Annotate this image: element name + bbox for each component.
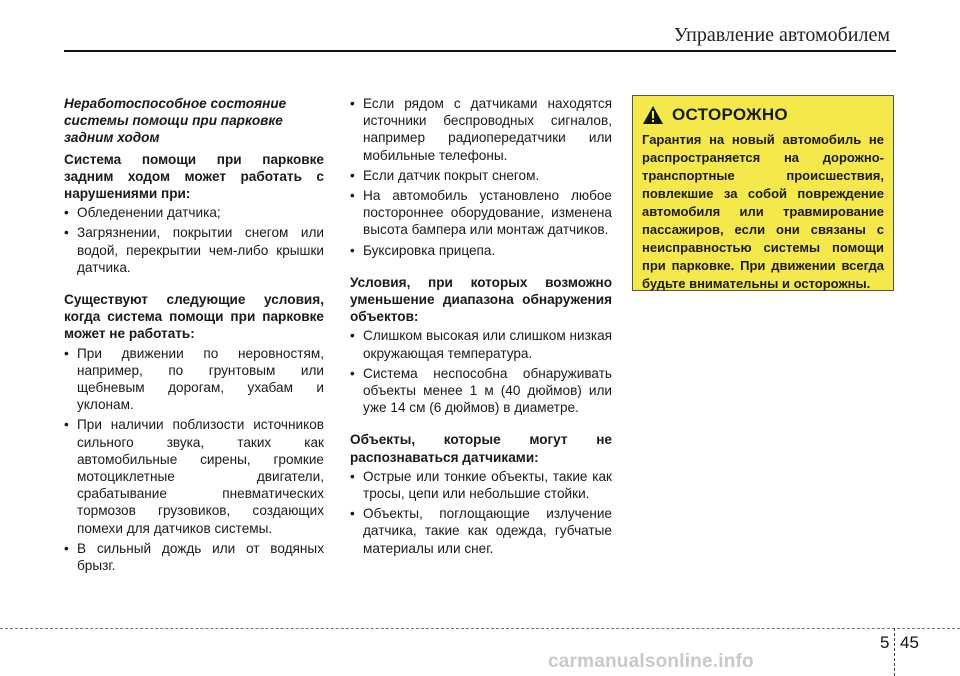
list-item: • Объекты, поглощающие излучение датчика, такие как одежда, губчатые материалы или снег. [350, 506, 612, 556]
bullet-icon: • [64, 417, 69, 433]
continued-list [350, 95, 612, 259]
section-heading-undetected-objects: Объекты, которые могут не распознаваться датчиками: [350, 432, 612, 465]
section-heading-malfunction: Система помощи при парковке задним ходом может работать с нарушениями при: [64, 151, 324, 202]
bullet-icon: • [350, 167, 355, 183]
warning-title: ОСТОРОЖНО [672, 105, 788, 124]
left-column [64, 95, 324, 577]
section-heading-reduced-range: Условия, при которых возможно уменьшение диапазона обнаружения объектов: [350, 274, 612, 325]
warning-triangle-icon [642, 105, 664, 125]
bullet-icon: • [350, 365, 355, 381]
list-item: • При наличии поблизости источников сильного звука, таких как автомобильные сирены, громкие мотоциклетные двигатели, срабатывание пневматических тормозов грузовиков, создающих помехи для датчиков системы. [64, 417, 324, 536]
watermark: carmanualsonline.info [548, 651, 754, 672]
page-number-separator [894, 628, 895, 676]
header-rule [64, 50, 896, 52]
list-item: • Система неспособна обнаруживать объекты менее 1 м (40 дюймов) или уже 14 см (6 дюймов) в диаметре. [350, 365, 612, 416]
list-item: • При движении по неровностям, например, по грунтовым или щебневым дорогам, ухабам и уклонам. [64, 345, 324, 413]
bullet-icon: • [350, 96, 355, 111]
chapter-number: 5 [880, 633, 890, 652]
list-item: • Если рядом с датчиками находятся источники беспроводных сигналов, например радиопередатчики или мобильные телефоны. [350, 96, 612, 163]
undetected-objects-list [350, 468, 612, 557]
footer-divider [0, 628, 960, 629]
page-number: 45 [900, 633, 919, 652]
reduced-range-list [350, 327, 612, 416]
bullet-icon: • [64, 225, 69, 241]
middle-column [350, 95, 612, 560]
not-working-list [64, 345, 324, 575]
list-item: • Если датчик покрыт снегом. [350, 167, 540, 183]
section-subhead: Неработоспособное состояние системы помощи при парковке задним ходом [64, 96, 287, 146]
bullet-icon: • [64, 345, 69, 361]
malfunction-list [64, 204, 324, 276]
warning-header [642, 105, 884, 125]
list-item: • На автомобиль установлено любое постороннее оборудование, изменена высота бампера или монтаж датчиков. [350, 188, 612, 238]
bullet-icon: • [350, 328, 355, 344]
bullet-icon: • [350, 242, 355, 258]
list-item: • Обледенении датчика; [64, 205, 221, 221]
list-item: • В сильный дождь или от водяных брызг. [64, 540, 324, 574]
list-item: • Слишком высокая или слишком низкая окружающая температура. [350, 328, 612, 361]
list-item: • Буксировка прицепа. [350, 242, 496, 258]
bullet-icon: • [350, 468, 355, 484]
warning-text: Гарантия на новый автомобиль не распространяется на дорожно-транспортные происшествия, повлекшие за собой повреждение автомобиля или травмирование пассажиров, если они связаны с неисправностью системы помощи при парковке. При движении всегда будьте внимательны и осторожны. [642, 132, 884, 291]
bullet-icon: • [350, 188, 355, 204]
bullet-icon: • [64, 540, 69, 556]
bullet-icon: • [64, 205, 69, 221]
section-heading-not-working: Существуют следующие условия, когда система помощи при парковке может не работать: [64, 292, 324, 342]
list-item: • Загрязнении, покрытии снегом или водой, перекрытии чем-либо крышки датчика. [64, 225, 324, 275]
list-item: • Острые или тонкие объекты, такие как тросы, цепи или небольшие стойки. [350, 468, 612, 502]
bullet-icon: • [350, 506, 355, 522]
warning-box [632, 95, 894, 291]
header-title: Управление автомобилем [673, 24, 890, 46]
